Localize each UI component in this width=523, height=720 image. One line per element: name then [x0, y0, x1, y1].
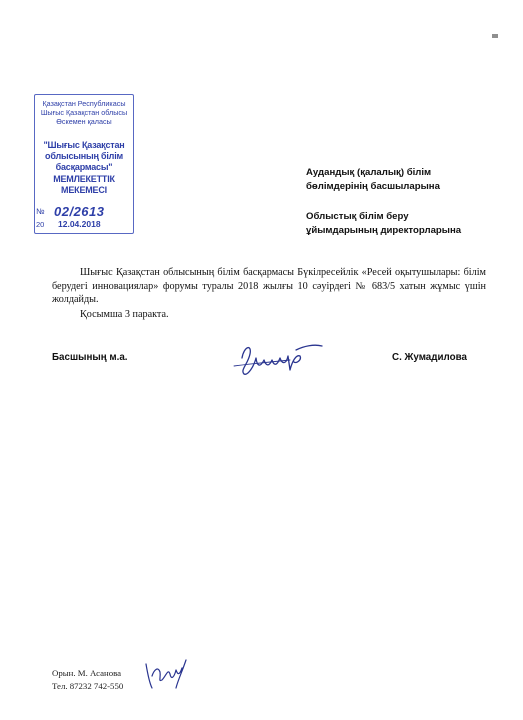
- addressee-line4: ұйымдарының директорларына: [306, 225, 462, 236]
- signatory-name: С. Жумадилова: [392, 352, 467, 363]
- stamp-org-line4: МЕМЛЕКЕТТІК: [53, 174, 115, 184]
- outgoing-date: [36, 220, 132, 229]
- letter-body: Шығыс Қазақстан облысының білім басқармасы Бүкілресейлік «Ресей оқытушылары: білім берудегі инновациялар» форумы туралы 2018 жылғы 10 сәуірдегі № 683/5 хатын жұмыс үшін жолдайды.: [52, 267, 486, 305]
- date-value: 12.04.2018: [58, 219, 101, 229]
- scan-mark: [492, 34, 498, 38]
- date-prefix: 20: [36, 220, 45, 229]
- addressee-line1: Аудандық (қалалық) білім: [306, 167, 432, 178]
- addressee-line3: Облыстық білім беру: [306, 211, 409, 222]
- stamp-country: Қазақстан Республикасы: [42, 99, 126, 108]
- stamp-region: Шығыс Қазақстан облысы: [40, 108, 128, 117]
- enclosure-note: Қосымша 3 паракта.: [80, 309, 169, 320]
- handwritten-signature: [230, 336, 326, 382]
- stamp-city: Өскемен қаласы: [56, 117, 112, 126]
- stamp-org-line5: МЕКЕМЕСІ: [61, 185, 107, 195]
- executor-phone: Тел. 87232 742-550: [52, 681, 124, 691]
- executor-name: Орын. М. Асанова: [52, 668, 122, 678]
- stamp-org-line2: облысының білім: [45, 151, 123, 161]
- signatory-title: Басшының м.а.: [52, 352, 128, 363]
- executor-initials: [140, 652, 190, 696]
- number-prefix: №: [36, 207, 45, 216]
- stamp-org-line1: "Шығыс Қазақстан: [43, 140, 125, 150]
- outgoing-number: [36, 204, 132, 219]
- stamp-org-line3: басқармасы": [55, 162, 113, 172]
- number-value: 02/2613: [54, 204, 105, 219]
- letterhead-stamp: [34, 94, 134, 234]
- addressee-line2: бөлімдерінің басшыларына: [306, 181, 440, 192]
